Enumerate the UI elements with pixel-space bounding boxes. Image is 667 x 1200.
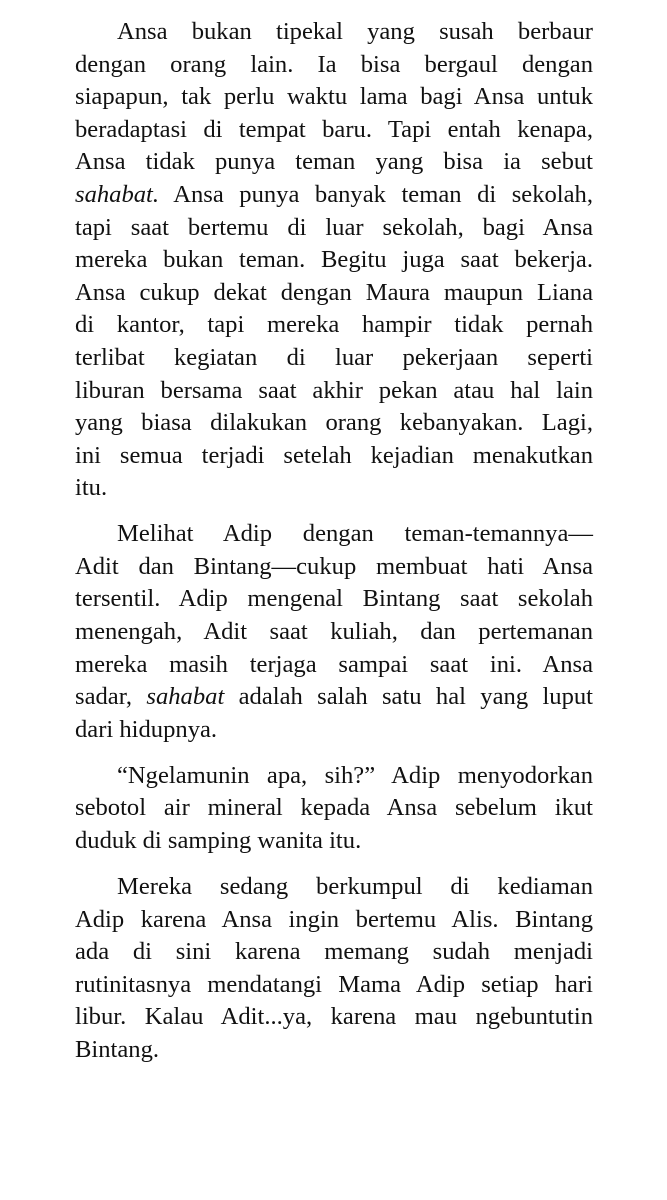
text-line [75,81,593,114]
text-run: ini semua terjadi setelah kejadian menakutkan [75,441,593,469]
text-run: Ansa punya banyak teman di sekolah, [159,180,593,208]
text-line [75,179,593,212]
text-run: tapi saat bertemu di luar sekolah, bagi Ansa [75,213,593,241]
text-run: liburan bersama saat akhir pekan atau hal lain [75,376,593,404]
text-line [75,212,593,245]
text-line [75,871,593,904]
text-line [75,277,593,310]
text-line [75,309,593,342]
text-run: “Ngelamunin apa, sih?” Adip menyodorkan [117,761,593,789]
text-run: duduk di samping wanita itu. [75,827,362,855]
text-run: sebotol air mineral kepada Ansa sebelum ikut [75,794,593,822]
text-line [75,244,593,277]
italic-word: sahabat. [75,180,160,208]
text-run: itu. [75,474,108,502]
text-line [75,1034,593,1067]
text-line [75,649,593,682]
text-run: Ansa cukup dekat dengan Maura maupun Liana [75,278,593,306]
text-line [75,583,593,616]
text-run: siapapun, tak perlu waktu lama bagi Ansa untuk [75,83,593,111]
paragraph [75,16,593,505]
text-line [75,440,593,473]
text-line [75,825,593,858]
italic-word: sahabat [146,683,225,711]
text-line [75,904,593,937]
text-run: Ansa bukan tipekal yang susah berbaur [117,18,593,45]
text-line [75,342,593,375]
text-run: Adip karena Ansa ingin bertemu Alis. Bintang [75,905,593,933]
paragraph [75,518,593,746]
text-run: mereka bukan teman. Begitu juga saat bekerja. [75,246,593,274]
text-line [75,714,593,747]
text-line [75,792,593,825]
text-line [75,49,593,82]
text-run: menengah, Adit saat kuliah, dan pertemanan [75,618,593,646]
text-line [75,472,593,505]
text-line [75,1001,593,1034]
text-line [75,760,593,793]
text-run: Ansa tidak punya teman yang bisa ia sebut [75,148,593,176]
text-run: libur. Kalau Adit...ya, karena mau ngebuntutin [75,1003,593,1031]
text-run: rutinitasnya mendatangi Mama Adip setiap hari [75,970,593,998]
text-line [75,936,593,969]
text-run: Bintang. [75,1035,160,1063]
text-run: yang biasa dilakukan orang kebanyakan. Lagi, [75,409,593,437]
text-run: beradaptasi di tempat baru. Tapi entah kenapa, [75,115,593,143]
text-run: Adit dan Bintang—cukup membuat hati Ansa [75,552,593,580]
text-run: tersentil. Adip mengenal Bintang saat sekolah [75,585,593,613]
text-run: di kantor, tapi mereka hampir tidak pernah [75,311,593,339]
text-line [75,616,593,649]
text-run: dengan orang lain. Ia bisa bergaul dengan [75,50,593,78]
text-line [75,114,593,147]
text-line [75,16,593,49]
text-run: terlibat kegiatan di luar pekerjaan seperti [75,343,593,371]
text-line [75,551,593,584]
text-run: mereka masih terjaga sampai saat ini. Ansa [75,650,593,678]
paragraph [75,760,593,858]
text-line [75,146,593,179]
text-line [75,518,593,551]
text-line [75,969,593,1002]
text-run: adalah salah satu hal yang luput [224,683,594,711]
text-run: dari hidupnya. [75,715,218,743]
text-run: Mereka sedang berkumpul di kediaman [117,873,593,901]
paragraph [75,871,593,1067]
text-line [75,375,593,408]
book-page [75,16,593,1067]
text-line [75,681,593,714]
text-line [75,407,593,440]
text-run: Melihat Adip dengan teman-temannya— [117,520,593,548]
text-run: ada di sini karena memang sudah menjadi [75,938,593,966]
text-run: sadar, [75,683,147,711]
